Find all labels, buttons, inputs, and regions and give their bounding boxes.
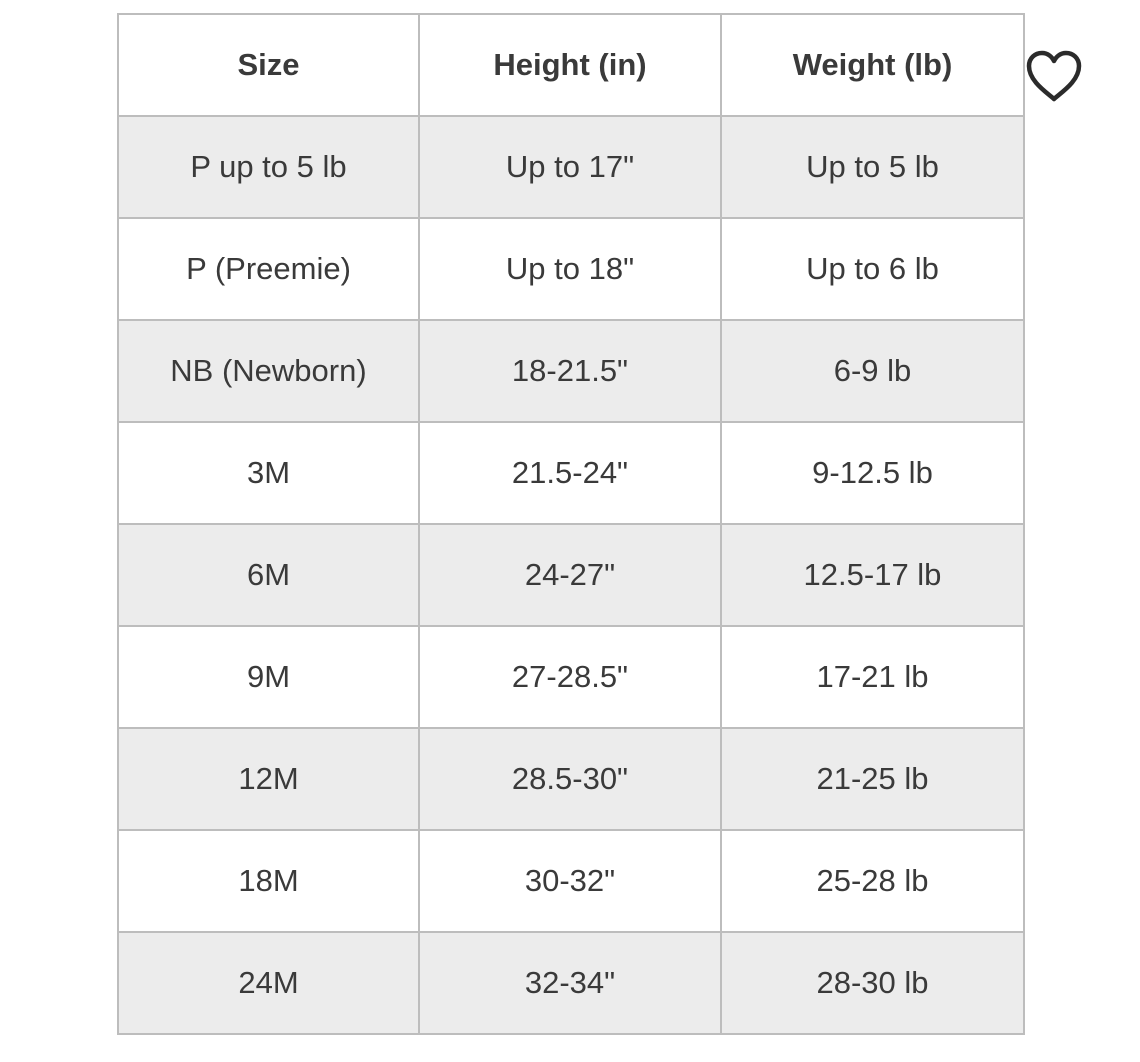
table-row — [118, 320, 1024, 422]
cell-weight: 12.5-17 lb — [721, 524, 1024, 626]
cell-weight: 21-25 lb — [721, 728, 1024, 830]
header-weight: Weight (lb) — [721, 14, 1024, 116]
cell-size: 6M — [118, 524, 419, 626]
cell-weight: Up to 5 lb — [721, 116, 1024, 218]
cell-weight: 9-12.5 lb — [721, 422, 1024, 524]
cell-height: 24-27" — [419, 524, 721, 626]
heart-outline-icon — [1024, 48, 1084, 104]
header-height: Height (in) — [419, 14, 721, 116]
cell-size: P (Preemie) — [118, 218, 419, 320]
cell-weight: 6-9 lb — [721, 320, 1024, 422]
cell-height: 32-34" — [419, 932, 721, 1034]
cell-height: 21.5-24" — [419, 422, 721, 524]
cell-height: Up to 18" — [419, 218, 721, 320]
cell-height: Up to 17" — [419, 116, 721, 218]
size-chart-table — [117, 13, 1025, 1035]
header-size: Size — [118, 14, 419, 116]
cell-size: 12M — [118, 728, 419, 830]
cell-height: 27-28.5" — [419, 626, 721, 728]
cell-size: 18M — [118, 830, 419, 932]
cell-size: 3M — [118, 422, 419, 524]
table-row — [118, 830, 1024, 932]
size-chart-header — [118, 14, 1024, 116]
table-row — [118, 218, 1024, 320]
cell-size: NB (Newborn) — [118, 320, 419, 422]
table-row — [118, 932, 1024, 1034]
cell-weight: 17-21 lb — [721, 626, 1024, 728]
cell-weight: 25-28 lb — [721, 830, 1024, 932]
table-row — [118, 728, 1024, 830]
table-row — [118, 422, 1024, 524]
cell-height: 30-32" — [419, 830, 721, 932]
favorite-button[interactable] — [1024, 48, 1084, 104]
cell-weight: 28-30 lb — [721, 932, 1024, 1034]
cell-height: 18-21.5" — [419, 320, 721, 422]
table-row — [118, 116, 1024, 218]
cell-height: 28.5-30" — [419, 728, 721, 830]
size-chart-body — [118, 116, 1024, 1034]
header-row — [118, 14, 1024, 116]
cell-size: 9M — [118, 626, 419, 728]
cell-size: P up to 5 lb — [118, 116, 419, 218]
table-row — [118, 626, 1024, 728]
cell-size: 24M — [118, 932, 419, 1034]
table-row — [118, 524, 1024, 626]
cell-weight: Up to 6 lb — [721, 218, 1024, 320]
